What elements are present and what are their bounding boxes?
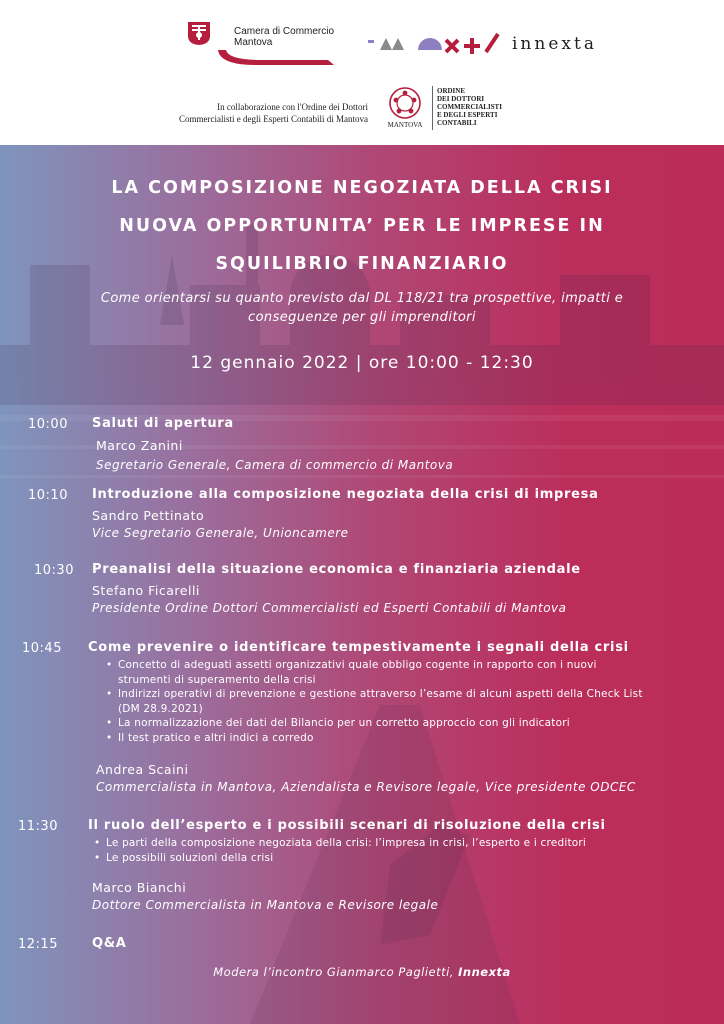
speaker-name: Marco Bianchi — [92, 880, 187, 895]
speaker-name: Sandro Pettinato — [92, 508, 205, 523]
session-title: Come prevenire o identificare tempestivamente i segnali della crisi — [88, 640, 629, 655]
topic-item — [92, 836, 714, 851]
odcec-divider — [432, 86, 433, 130]
event-subtitle — [50, 289, 674, 327]
speaker-role: Dottore Commercialista in Mantova e Revisore legale — [92, 898, 439, 912]
cciaa-name-line1: Camera di Commercio — [234, 26, 335, 37]
speaker-role: Presidente Ordine Dottori Commercialisti ed Esperti Contabili di Mantova — [92, 601, 567, 615]
odcec-name-line: E DEGLI ESPERTI — [437, 111, 498, 119]
innexta-mark-icon — [366, 28, 506, 60]
odcec-emblem-icon — [388, 86, 422, 120]
odcec-name-line: COMMERCIALISTI — [437, 103, 502, 111]
moderator-org: Innexta — [458, 965, 511, 979]
topic-item — [104, 687, 714, 716]
agenda-time: 10:10 — [28, 488, 68, 503]
collaboration-line1: In collaborazione con l'Ordine dei Dottori — [217, 102, 368, 112]
event-subtitle-line: conseguenze per gli imprenditori — [248, 310, 476, 325]
odcec-name-line: CONTABILI — [437, 119, 477, 127]
header — [0, 0, 724, 145]
event-date: 12 gennaio 2022 | ore 10:00 - 12:30 — [190, 353, 534, 373]
session-topics — [104, 658, 714, 745]
agenda-time: 10:00 — [28, 417, 68, 432]
topic-item — [104, 658, 714, 687]
innexta-wordmark: innexta — [512, 34, 597, 54]
topic-line: • Concetto di adeguati assetti organizzativi quale obbligo cogente in rapporto con i nuovi — [118, 659, 597, 671]
event-title-line: NUOVA OPPORTUNITA’ PER LE IMPRESE IN — [119, 216, 605, 236]
topic-line: (DM 28.9.2021) — [118, 702, 203, 715]
topic-line: • La normalizzazione dei dati del Bilancio per un corretto approccio con gli indicatori — [118, 717, 570, 729]
collaboration-note — [100, 101, 368, 125]
agenda-time: 10:45 — [22, 641, 62, 656]
session-title: Preanalisi della situazione economica e finanziaria aziendale — [92, 562, 581, 577]
poster — [0, 145, 724, 1024]
session-title: Il ruolo dell’esperto e i possibili scenari di risoluzione della crisi — [88, 818, 606, 833]
cciaa-swoosh-icon — [216, 48, 336, 68]
speaker-name: Andrea Scaini — [96, 762, 189, 777]
session-topics — [92, 836, 714, 865]
collaboration-line2: Commercialisti e degli Esperti Contabili di Mantova — [179, 114, 368, 124]
odcec-city: MANTOVA — [387, 121, 423, 129]
event-title-line: LA COMPOSIZIONE NEGOZIATA DELLA CRISI — [111, 178, 613, 198]
event-title-line: SQUILIBRIO FINANZIARIO — [215, 254, 509, 274]
topic-line: • Indirizzi operativi di prevenzione e gestione attraverso l’esame di alcuni aspetti della Check List — [118, 688, 643, 700]
odcec-name — [437, 87, 502, 127]
speaker-name: Marco Zanini — [96, 438, 183, 453]
agenda-time: 12:15 — [18, 937, 58, 952]
session-title: Introduzione alla composizione negoziata della crisi di impresa — [92, 487, 599, 502]
topic-line: • Il test pratico e altri indici a corredo — [118, 731, 314, 744]
topic-item — [92, 851, 714, 866]
speaker-role: Vice Segretario Generale, Unioncamere — [92, 526, 349, 540]
session-title: Q&A — [92, 936, 127, 951]
topic-line: strumenti di superamento della crisi — [118, 673, 316, 686]
odcec-logo — [382, 86, 522, 136]
topic-item — [104, 731, 714, 746]
topic-line: • Le parti della composizione negoziata della crisi: l’impresa in crisi, l’esperto e i creditori — [106, 837, 587, 849]
speaker-role: Commercialista in Mantova, Aziendalista e Revisore legale, Vice presidente ODCEC — [96, 780, 636, 794]
moderator-note — [0, 965, 724, 979]
odcec-name-line: DEI DOTTORI — [437, 95, 485, 103]
topic-item — [104, 716, 714, 731]
speaker-name: Stefano Ficarelli — [92, 583, 200, 598]
camera-di-commercio-logo — [186, 20, 336, 68]
topic-line: • Le possibili soluzioni della crisi — [106, 851, 274, 864]
event-title — [40, 169, 684, 283]
speaker-role: Segretario Generale, Camera di commercio di Mantova — [96, 458, 454, 472]
agenda-time: 10:30 — [34, 563, 74, 578]
event-subtitle-line: Come orientarsi su quanto previsto dal DL 118/21 tra prospettive, impatti e — [100, 291, 624, 306]
cciaa-shield-icon — [186, 20, 212, 46]
odcec-name-line: ORDINE — [437, 87, 466, 95]
innexta-logo — [366, 28, 626, 60]
agenda-time: 11:30 — [18, 819, 58, 834]
moderator-text: Modera l’incontro Gianmarco Paglietti, — [213, 965, 454, 979]
cciaa-name-line2: Mantova — [234, 37, 273, 48]
session-title: Saluti di apertura — [92, 416, 234, 431]
